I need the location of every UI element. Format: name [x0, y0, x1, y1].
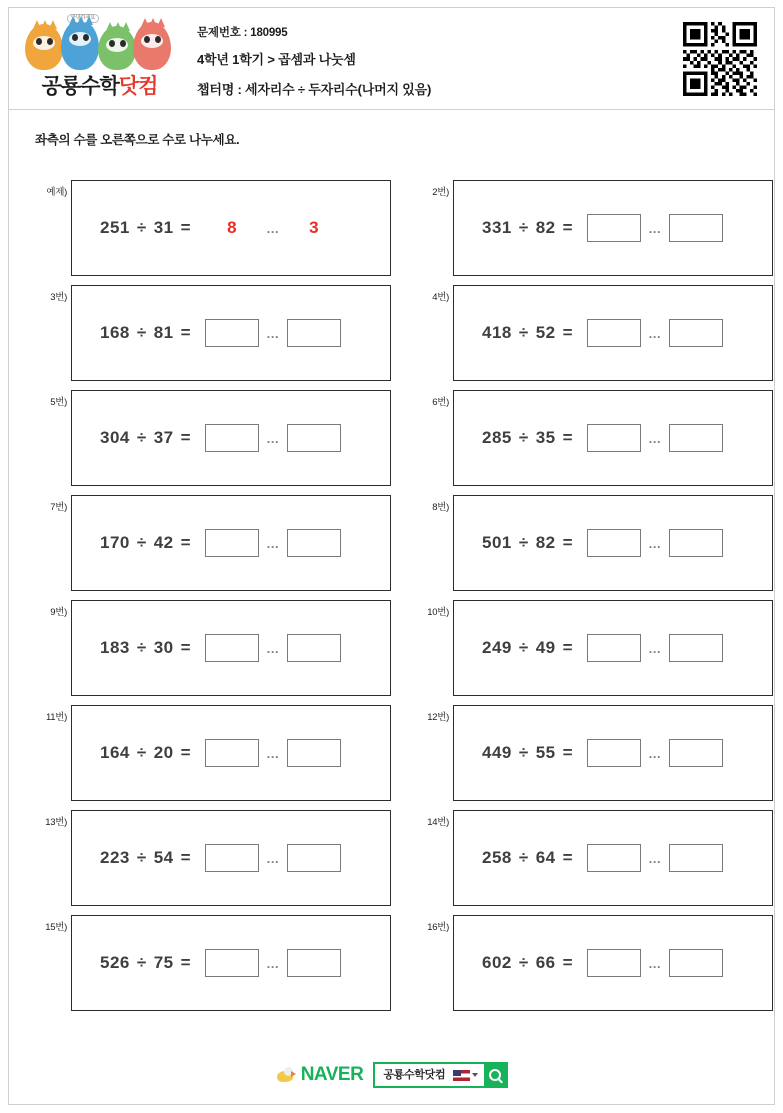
problem-cell: [405, 701, 775, 801]
problem-row: [9, 806, 774, 911]
problem-cell: [23, 386, 393, 486]
division-expression: [100, 529, 341, 557]
division-expression: [100, 319, 341, 347]
quotient-input[interactable]: [205, 634, 259, 662]
remainder-input[interactable]: [287, 319, 341, 347]
search-term[interactable]: 공룡수학닷컴: [383, 1069, 446, 1081]
remainder-input[interactable]: [669, 634, 723, 662]
divisor: 82: [535, 533, 556, 552]
remainder-dots: …: [648, 745, 663, 761]
remainder-dots: …: [266, 220, 281, 236]
problem-row: [9, 491, 774, 596]
problem-number-label: 11번): [45, 712, 67, 723]
search-icon: [489, 1069, 501, 1081]
remainder-dots: …: [648, 325, 663, 341]
problem-cell: [23, 491, 393, 591]
problem-row: [9, 596, 774, 701]
quotient-answer: 8: [227, 218, 238, 237]
problem-number-label: 6번): [432, 397, 449, 408]
page-header: [9, 8, 774, 110]
division-expression: [100, 844, 341, 872]
divisor: 81: [153, 323, 174, 342]
division-expression: [100, 218, 341, 238]
problem-box: [71, 600, 391, 696]
remainder-input[interactable]: [669, 739, 723, 767]
quotient-input[interactable]: [587, 319, 641, 347]
problem-row: [9, 281, 774, 386]
problem-box: [71, 915, 391, 1011]
problem-box: [71, 495, 391, 591]
problem-cell: [23, 281, 393, 381]
problem-box: [453, 810, 773, 906]
problem-box: [453, 390, 773, 486]
problem-row: [9, 176, 774, 281]
dividend: 304: [100, 428, 130, 447]
division-expression: [482, 949, 723, 977]
equals-icon: =: [562, 533, 574, 552]
naver-logo: [275, 1064, 364, 1086]
site-logo: [17, 14, 182, 104]
dividend: 168: [100, 323, 130, 342]
divide-icon: ÷: [518, 848, 529, 867]
divisor: 66: [535, 953, 556, 972]
dividend: 164: [100, 743, 130, 762]
divisor: 31: [153, 218, 174, 237]
equals-icon: =: [180, 323, 192, 342]
remainder-input[interactable]: [669, 319, 723, 347]
dividend: 418: [482, 323, 512, 342]
division-expression: [100, 739, 341, 767]
problem-number-label: 8번): [432, 502, 449, 513]
divisor: 75: [153, 953, 174, 972]
equals-icon: =: [562, 323, 574, 342]
quotient-input[interactable]: [587, 739, 641, 767]
quotient-input[interactable]: [205, 319, 259, 347]
qr-code-svg: [683, 22, 757, 96]
remainder-dots: …: [648, 640, 663, 656]
problem-row: [9, 911, 774, 1016]
quotient-input[interactable]: [205, 844, 259, 872]
equals-icon: =: [562, 218, 574, 237]
dividend: 249: [482, 638, 512, 657]
problem-box: [453, 915, 773, 1011]
problem-number-label: 15번): [45, 922, 67, 933]
remainder-input[interactable]: [287, 424, 341, 452]
divisor: 64: [535, 848, 556, 867]
problem-row: [9, 701, 774, 806]
problem-number-label: 10번): [427, 607, 449, 618]
division-expression: [482, 739, 723, 767]
divide-icon: ÷: [518, 218, 529, 237]
quotient-input[interactable]: [205, 739, 259, 767]
problem-number-label: 14번): [427, 817, 449, 828]
language-flag-icon[interactable]: [453, 1070, 470, 1081]
remainder-dots: …: [266, 325, 281, 341]
problem-cell: [405, 491, 775, 591]
problem-cell: [405, 911, 775, 1011]
division-expression: [100, 424, 341, 452]
speech-bubble: 안녕하세요: [67, 14, 99, 23]
problem-number-label: 예제): [46, 187, 67, 198]
quotient-input[interactable]: [587, 214, 641, 242]
worksheet-sheet: [8, 7, 775, 1105]
divide-icon: ÷: [136, 953, 147, 972]
naver-bird-icon: [275, 1067, 295, 1084]
grade-breadcrumb: 4학년 1학기 > 곱셈과 나눗셈: [197, 52, 356, 67]
problem-number: 문제번호 : 180995: [197, 27, 288, 39]
remainder-dots: …: [266, 535, 281, 551]
divide-icon: ÷: [518, 953, 529, 972]
problem-cell: [405, 386, 775, 486]
quotient-input[interactable]: [587, 949, 641, 977]
problem-cell: [23, 911, 393, 1011]
equals-icon: =: [180, 743, 192, 762]
problem-number-label: 12번): [427, 712, 449, 723]
problem-box: [71, 180, 391, 276]
divisor: 30: [153, 638, 174, 657]
problem-number-label: 13번): [45, 817, 67, 828]
problem-number-label: 4번): [432, 292, 449, 303]
quotient-input[interactable]: [587, 844, 641, 872]
dinosaur-green-icon: [98, 26, 136, 70]
problem-number-label: 2번): [432, 187, 449, 198]
dividend: 223: [100, 848, 130, 867]
chevron-down-icon[interactable]: [472, 1073, 478, 1077]
divide-icon: ÷: [136, 428, 147, 447]
divide-icon: ÷: [136, 533, 147, 552]
problem-number-label: 7번): [50, 502, 67, 513]
remainder-dots: …: [648, 955, 663, 971]
divisor: 82: [535, 218, 556, 237]
divisor: 52: [535, 323, 556, 342]
remainder-dots: …: [266, 850, 281, 866]
quotient-input[interactable]: [205, 949, 259, 977]
problem-box: [71, 810, 391, 906]
remainder-dots: …: [648, 535, 663, 551]
divisor: 35: [535, 428, 556, 447]
dividend: 331: [482, 218, 512, 237]
remainder-input[interactable]: [669, 529, 723, 557]
problem-number-label: 5번): [50, 397, 67, 408]
remainder-input[interactable]: [287, 949, 341, 977]
division-expression: [482, 634, 723, 662]
divisor: 42: [153, 533, 174, 552]
dividend: 183: [100, 638, 130, 657]
divisor: 54: [153, 848, 174, 867]
quotient-input[interactable]: [587, 529, 641, 557]
equals-icon: =: [180, 428, 192, 447]
divide-icon: ÷: [136, 848, 147, 867]
problem-cell: [405, 806, 775, 906]
problem-box: [71, 390, 391, 486]
dividend: 501: [482, 533, 512, 552]
naver-search-box[interactable]: [373, 1062, 508, 1088]
dinosaur-blue-icon: [61, 20, 99, 70]
division-expression: [482, 319, 723, 347]
divide-icon: ÷: [518, 323, 529, 342]
problem-cell: [405, 176, 775, 276]
problem-grid: [9, 176, 774, 1016]
problem-box: [453, 495, 773, 591]
problem-box: [453, 180, 773, 276]
divisor: 37: [153, 428, 174, 447]
equals-icon: =: [562, 953, 574, 972]
dividend: 170: [100, 533, 130, 552]
divide-icon: ÷: [136, 638, 147, 657]
dinosaur-mascots-icon: [23, 14, 178, 70]
dividend: 449: [482, 743, 512, 762]
divisor: 49: [535, 638, 556, 657]
equals-icon: =: [180, 533, 192, 552]
problem-box: [453, 285, 773, 381]
naver-wordmark: NAVER: [300, 1064, 364, 1085]
problem-cell: [405, 596, 775, 696]
equals-icon: =: [180, 638, 192, 657]
logo-text-red: 닷컴: [118, 75, 158, 98]
remainder-input[interactable]: [669, 949, 723, 977]
problem-box: [71, 285, 391, 381]
problem-cell: [23, 701, 393, 801]
division-expression: [482, 424, 723, 452]
dinosaur-orange-icon: [25, 24, 63, 70]
remainder-input[interactable]: [287, 844, 341, 872]
remainder-dots: …: [648, 850, 663, 866]
problem-cell: [23, 806, 393, 906]
remainder-dots: …: [266, 640, 281, 656]
worksheet-meta: [197, 24, 617, 109]
problem-number-label: 9번): [50, 607, 67, 618]
problem-cell: [23, 596, 393, 696]
divide-icon: ÷: [518, 428, 529, 447]
divide-icon: ÷: [136, 218, 147, 237]
dividend: 526: [100, 953, 130, 972]
equals-icon: =: [562, 848, 574, 867]
dividend: 258: [482, 848, 512, 867]
remainder-dots: …: [648, 430, 663, 446]
logo-text-black: 공룡수학: [41, 75, 119, 98]
problem-box: [453, 705, 773, 801]
chapter-title: 챕터명 : 세자리수 ÷ 두자리수(나머지 있음): [197, 82, 432, 97]
division-expression: [482, 529, 723, 557]
problem-box: [453, 600, 773, 696]
quotient-input[interactable]: [205, 424, 259, 452]
quotient-input[interactable]: [587, 634, 641, 662]
divide-icon: ÷: [136, 323, 147, 342]
dividend: 285: [482, 428, 512, 447]
equals-icon: =: [562, 428, 574, 447]
divide-icon: ÷: [518, 743, 529, 762]
problem-cell: [23, 176, 393, 276]
remainder-input[interactable]: [669, 424, 723, 452]
remainder-dots: …: [266, 955, 281, 971]
instruction-text: 좌측의 수를 오른쪽으로 수로 나누세요.: [35, 133, 240, 147]
search-button[interactable]: [484, 1064, 506, 1086]
equals-icon: =: [562, 743, 574, 762]
remainder-dots: …: [648, 220, 663, 236]
remainder-dots: …: [266, 745, 281, 761]
dividend: 602: [482, 953, 512, 972]
remainder-input[interactable]: [287, 529, 341, 557]
site-logo-text: [17, 70, 182, 100]
remainder-input[interactable]: [287, 739, 341, 767]
division-expression: [100, 634, 341, 662]
divisor: 20: [153, 743, 174, 762]
problem-box: [71, 705, 391, 801]
problem-cell: [405, 281, 775, 381]
equals-icon: =: [180, 218, 192, 237]
remainder-input[interactable]: [669, 844, 723, 872]
remainder-answer: 3: [309, 218, 320, 237]
equals-icon: =: [180, 953, 192, 972]
remainder-dots: …: [266, 430, 281, 446]
remainder-input[interactable]: [287, 634, 341, 662]
dinosaur-red-icon: [133, 22, 171, 70]
equals-icon: =: [180, 848, 192, 867]
division-expression: [100, 949, 341, 977]
divisor: 55: [535, 743, 556, 762]
divide-icon: ÷: [518, 638, 529, 657]
divide-icon: ÷: [518, 533, 529, 552]
equals-icon: =: [562, 638, 574, 657]
quotient-input[interactable]: [205, 529, 259, 557]
problem-number-label: 3번): [50, 292, 67, 303]
qr-code-icon: [683, 22, 757, 96]
remainder-input[interactable]: [669, 214, 723, 242]
dividend: 251: [100, 218, 130, 237]
division-expression: [482, 214, 723, 242]
division-expression: [482, 844, 723, 872]
page-footer: [9, 1062, 774, 1088]
divide-icon: ÷: [136, 743, 147, 762]
problem-row: [9, 386, 774, 491]
quotient-input[interactable]: [587, 424, 641, 452]
problem-number-label: 16번): [427, 922, 449, 933]
